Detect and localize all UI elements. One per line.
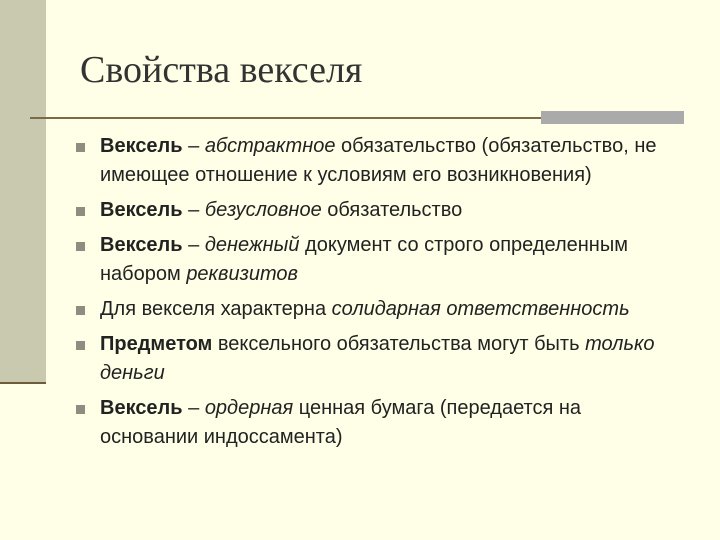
square-bullet-icon [76,242,85,251]
text-run: Вексель [100,397,183,419]
text-run: обязательство [321,199,463,221]
bullet-item [76,394,676,452]
text-run: – [182,397,205,419]
text-run: денежный [204,234,300,256]
text-run: – [182,135,205,157]
text-run: – [182,234,205,256]
title-accent-bar [541,111,684,124]
text-run: Предметом [100,333,213,355]
text-run: вексельного обязательства могут быть [212,333,586,355]
text-run: Вексель [100,234,183,256]
square-bullet-icon [76,405,85,414]
text-run: ценная бумага (передается на основании индоссамента) [100,397,582,448]
square-bullet-icon [76,143,85,152]
square-bullet-icon [76,306,85,315]
text-run: Вексель [100,135,183,157]
bullet-list [76,132,676,452]
text-run: обязательство (обязательство, не имеющее отношение к условиям его возникновения) [100,135,657,186]
text-run: Для векселя характерна [100,298,332,320]
left-accent-band [0,0,46,384]
left-accent-rule [0,382,46,384]
text-run: реквизитов [186,263,298,285]
slide-title: Свойства векселя [80,49,363,91]
text-run: Вексель [100,199,183,221]
text-run: абстрактное [204,135,336,157]
text-run: солидарная ответственность [331,298,630,320]
bullet-item [76,330,676,388]
bullet-item [76,231,676,289]
bullet-item [76,132,676,190]
square-bullet-icon [76,341,85,350]
text-run: только деньги [100,333,655,384]
text-run: – [182,199,205,221]
text-run: ордерная [204,397,294,419]
text-run: документ со строго определенным набором [100,234,628,285]
square-bullet-icon [76,207,85,216]
bullet-item [76,295,676,324]
text-run: безусловное [204,199,322,221]
bullet-item [76,196,676,225]
